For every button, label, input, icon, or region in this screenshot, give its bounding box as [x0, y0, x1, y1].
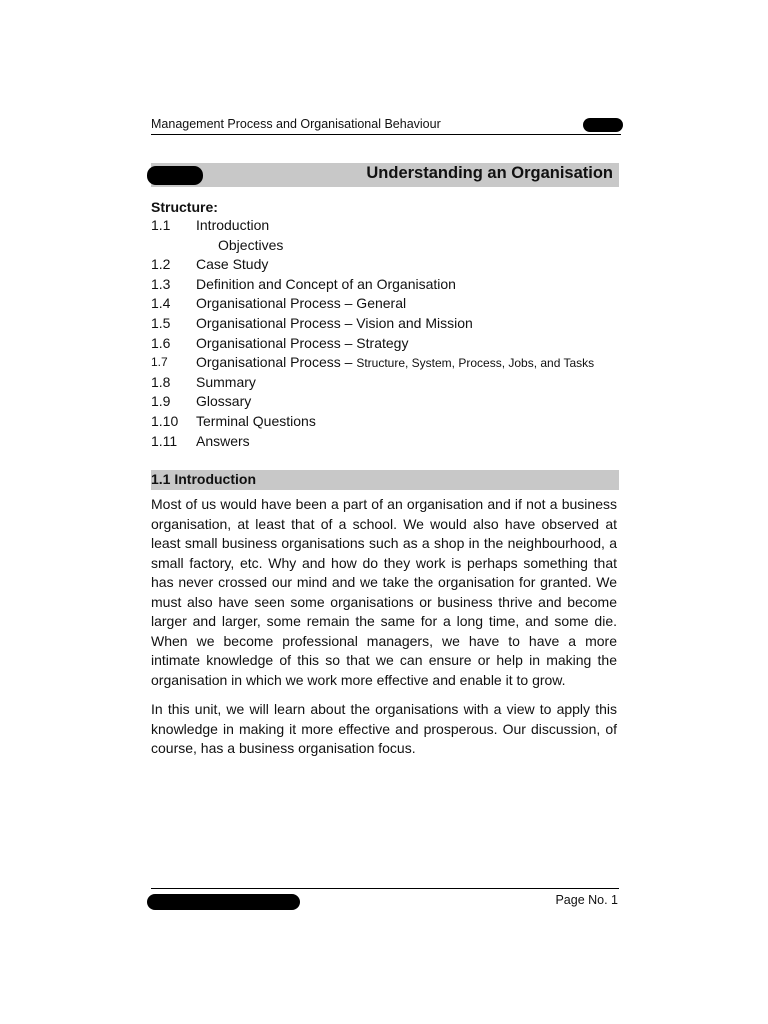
structure-label: Structure: [151, 199, 218, 215]
intro-paragraph-2: In this unit, we will learn about the organisations with a view to apply this knowledge in making it more effective and prosperous. Our discussion, of course, has a business organisation focus. [151, 701, 617, 756]
toc-text: Organisational Process – Strategy [196, 334, 409, 351]
toc-text: Glossary [196, 393, 252, 410]
toc-text: Objectives [218, 236, 284, 253]
toc-text: Terminal Questions [196, 412, 316, 429]
toc-number: 1.9 [151, 393, 171, 410]
section-heading-bar [151, 470, 619, 490]
toc-number: 1.8 [151, 373, 171, 390]
toc-text: Introduction [196, 217, 270, 233]
toc-number: 1.7 [151, 355, 168, 370]
toc-text: Summary [196, 373, 256, 390]
header-rule [151, 134, 621, 135]
footer-rule [151, 888, 619, 889]
footer-redaction [147, 894, 300, 910]
toc-text: Case Study [196, 256, 269, 273]
unit-title: Understanding an Organisation [366, 164, 613, 182]
toc-number: 1.3 [151, 275, 171, 292]
toc-text-small: Structure, System, Process, Jobs, and Tasks [356, 356, 595, 371]
toc-text [196, 353, 594, 374]
section-heading: 1.1 Introduction [151, 471, 256, 487]
toc-number: 1.10 [151, 412, 179, 429]
toc-number: 1.2 [151, 256, 171, 273]
toc-text: Answers [196, 432, 250, 449]
toc-text: Definition and Concept of an Organisation [196, 275, 456, 292]
unit-title-bar [151, 163, 619, 187]
page-number: Page No. 1 [555, 893, 618, 907]
toc-number: 1.1 [151, 217, 171, 233]
toc-number: 1.6 [151, 334, 171, 351]
toc-text-main: Organisational Process – [196, 354, 353, 371]
header-redaction [583, 118, 623, 132]
toc-number: 1.4 [151, 295, 171, 312]
unit-number-redaction [147, 166, 203, 185]
toc-number: 1.5 [151, 314, 171, 331]
toc-number: 1.11 [151, 432, 178, 449]
toc-text: Organisational Process – Vision and Mission [196, 314, 473, 331]
intro-paragraph-1: Most of us would have been a part of an organisation and if not a business organisation, at least that of a school. We would also have observed at least small business organisations such as a shop in the neighbourhood, a small factory, etc. Why and how do they work is perhaps something that has never crossed our mind and we take the organisation for granted. We must also have seen some organisations or business thrive and become larger and larger, some remain the same for a long time, and some die. When we become professional managers, we have to have a more intimate knowledge of this so that we can ensure or help in making the organisation in which we work more effective and enable it to grow. [151, 496, 617, 688]
header-title: Management Process and Organisational Behaviour [151, 117, 441, 131]
toc-text: Organisational Process – General [196, 295, 407, 312]
